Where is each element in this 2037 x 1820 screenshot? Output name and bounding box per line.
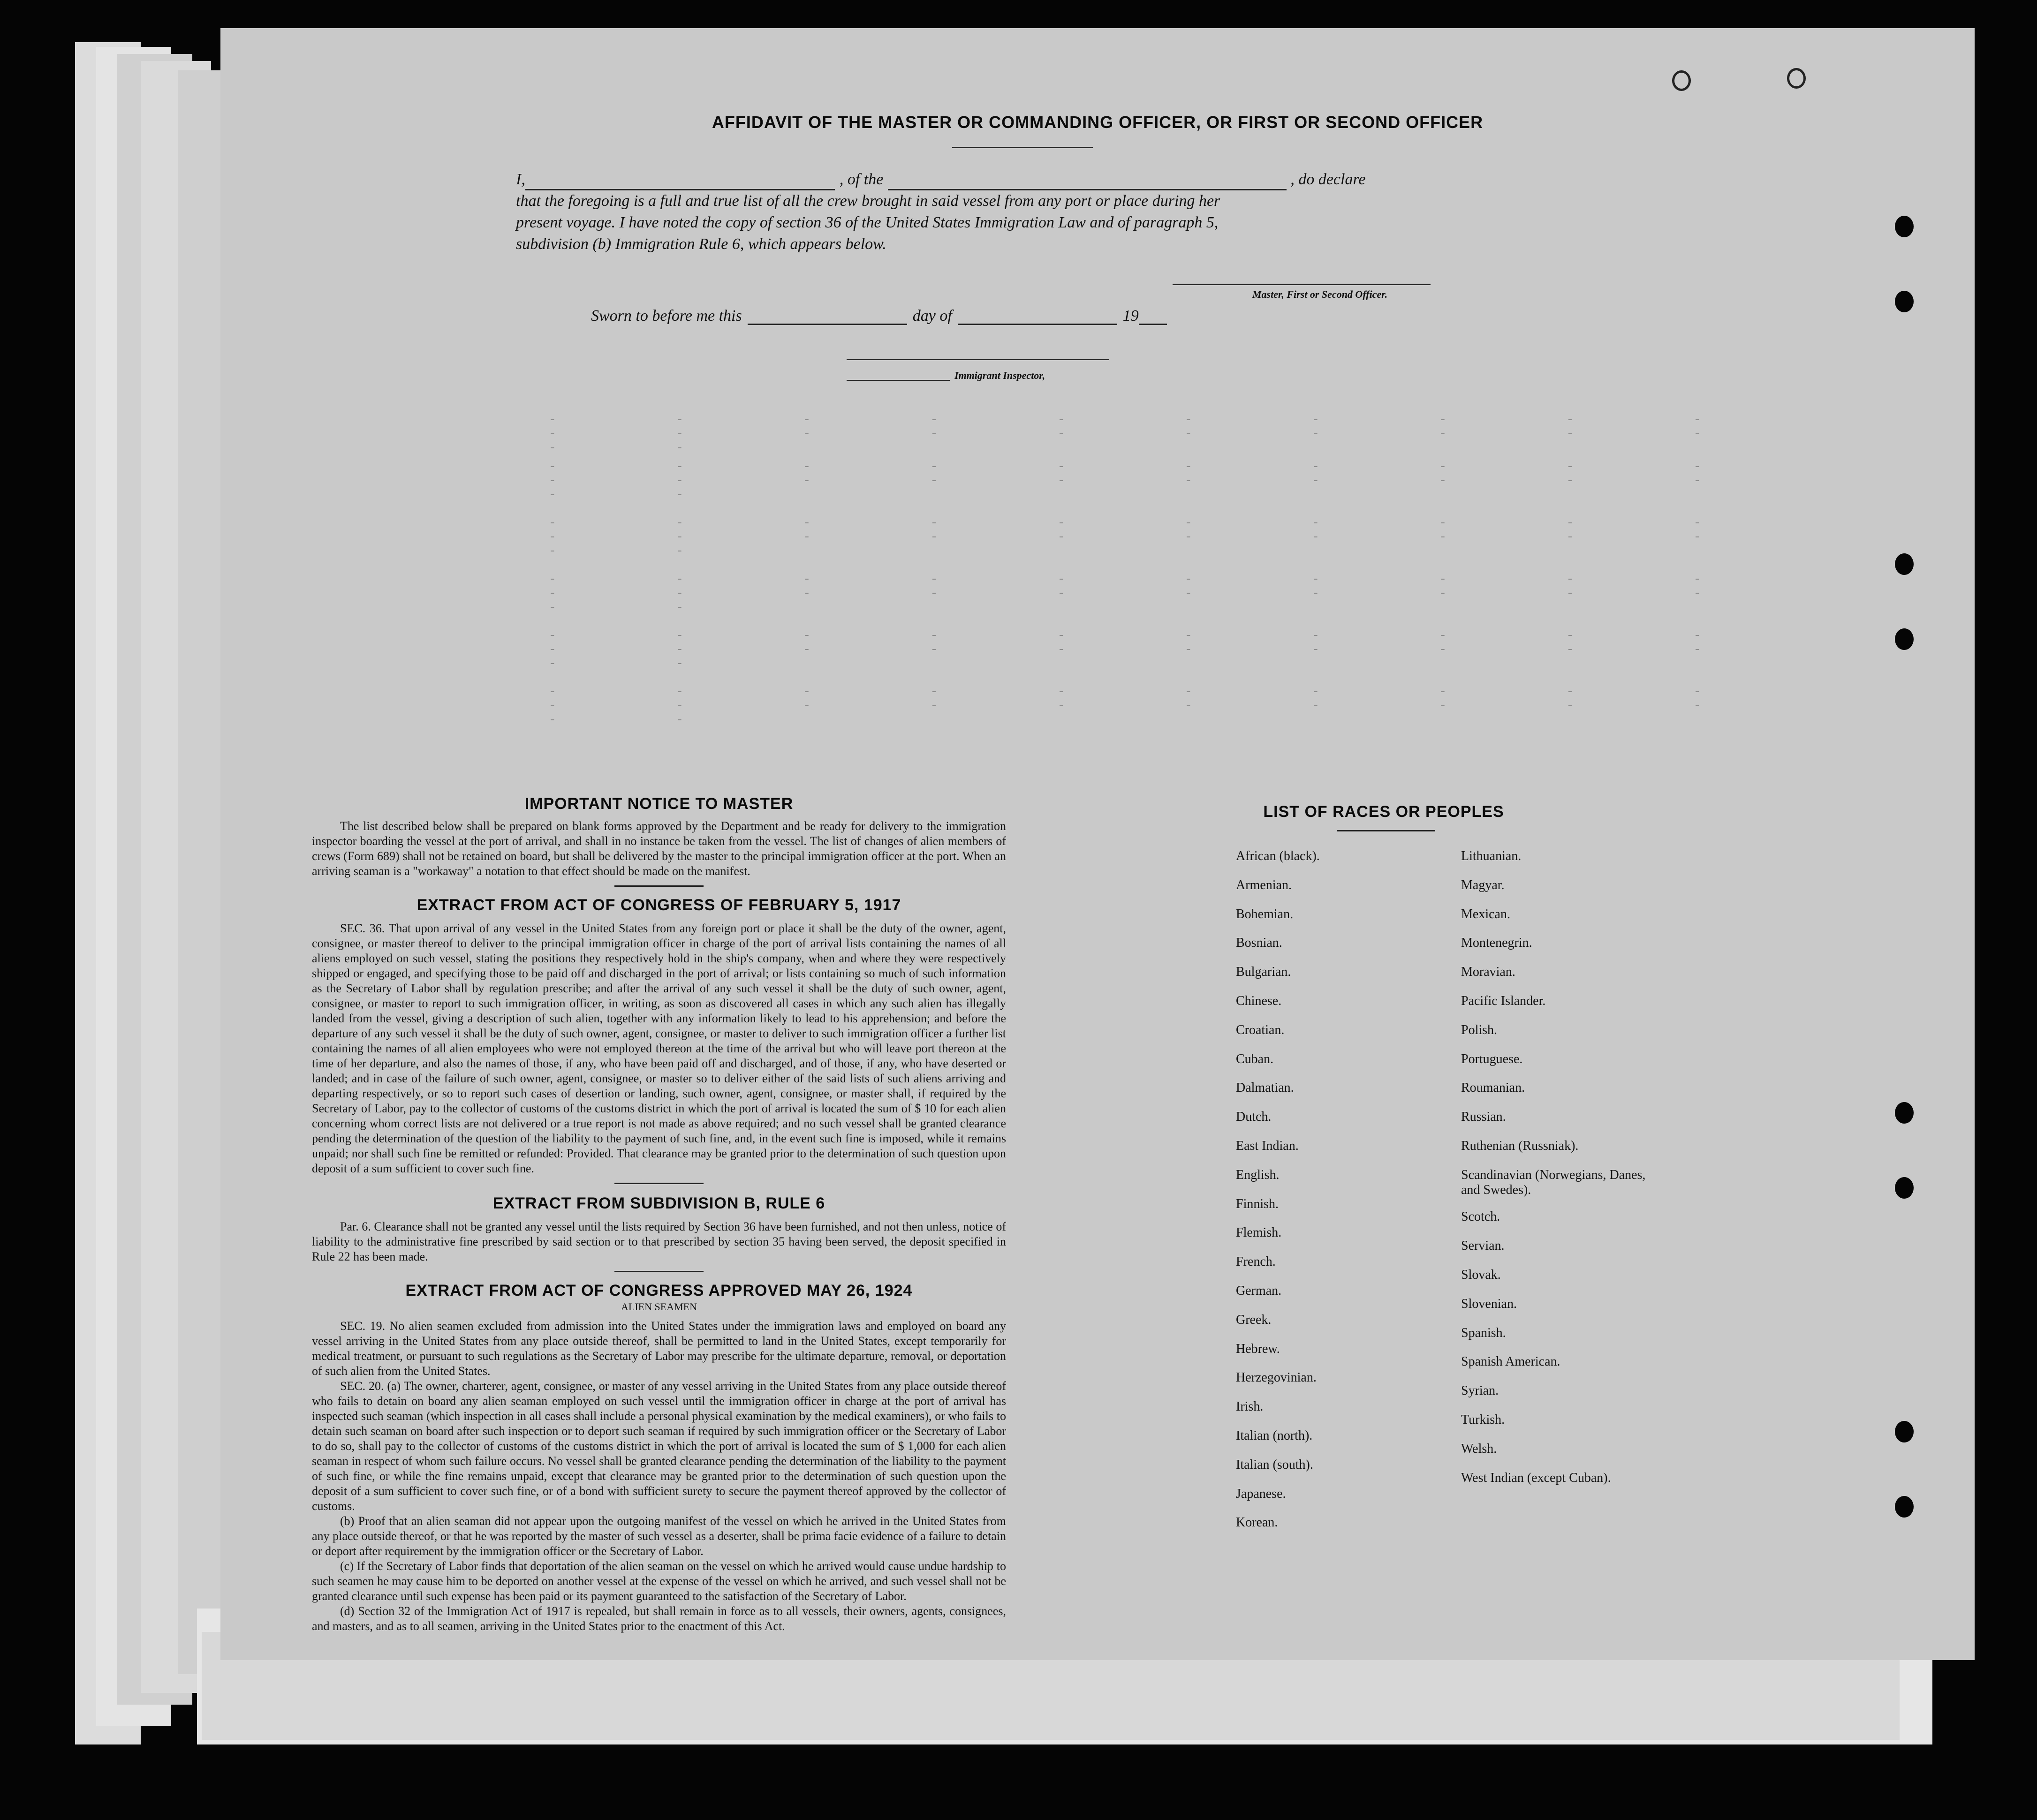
year-label: 19 [1122,307,1139,325]
extract-1924-sec19: SEC. 19. No alien seamen excluded from admission into the United States under the immigration laws and employed on board any vessel arriving in the United States from any place outside thereof, shall be permitted to land in the United States, except temporarily for medical treatment, or pursuant to such regulations as the Secretary of Labor may prescribe for the ultimate departure, removal, or deportation of such alien from the United States. [312,1319,1006,1378]
sworn-day-field[interactable] [748,308,907,325]
race-item: English. [1236,1167,1280,1182]
race-item: Syrian. [1461,1383,1499,1398]
race-item: Armenian. [1236,877,1292,892]
master-name-field[interactable] [525,173,835,190]
race-item: Montenegrin. [1461,936,1532,951]
race-item: Slovak. [1461,1268,1501,1282]
title-underline [952,147,1093,148]
race-item: Dutch. [1236,1110,1272,1125]
race-item: Polish. [1461,1022,1498,1037]
notice-text: The list described below shall be prepared on blank forms approved by the Department and be ready for delivery to the immigration inspector boarding the vessel at the port of arrival, and shall in no instance be taken from the vessel. The list of changes of alien members of crews (Form 689) shall not be retained on board, but shall be delivered by the master to the principal immigration officer at the port. When an arriving seaman is a "workaway" a notation to that effect should be made on the manifest. [312,819,1006,878]
extract-1924-sec20d: (d) Section 32 of the Immigration Act of 1917 is repealed, but shall remain in force as to all vessels, their owners, agents, consignees, and masters, and as to all seamen, arriving in the United States prior to the enactment of this Act. [312,1604,1006,1633]
sworn-line [591,307,1167,325]
extract-1924-sec20c: (c) If the Secretary of Labor finds that deportation of the alien seaman on the vessel on which he arrived would cause undue hardship to such seamen he may cause him to be deported on another vessel at the expense of the vessel on which he arrived, and such vessel shall not be granted clearance until such expense has been paid or its payment guaranteed to the satisfaction of the Secretary of Labor. [312,1559,1006,1603]
race-item: Russian. [1461,1110,1506,1125]
race-item: Herzegovinian. [1236,1370,1317,1385]
race-item: Ruthenian (Russniak). [1461,1139,1579,1153]
extract-1924-subtitle: ALIEN SEAMEN [621,1301,697,1313]
race-item: Slovenian. [1461,1296,1517,1311]
master-signature-line[interactable] [1173,284,1431,285]
punch-hole-icon [1895,291,1914,312]
races-title: LIST OF RACES OR PEOPLES [1263,803,1504,821]
extract-1917-text: SEC. 36. That upon arrival of any vessel in the United States from any foreign port or place it shall be the duty of the owner, agent, consignee, or master thereof to deliver to the principal immigration officer in charge of the port of arrival lists containing the names of all aliens employed on such vessel, stating the positions they respectively hold in the ship's company, when and where they were respectively shipped or engaged, and specifying those to be paid off and discharged in the port of arrival; or lists containing so much of such information as the Secretary of Labor shall by regulation prescribe; and after the arrival of any such vessel it shall be the duty of such owner, agent, consignee, or master to report to such immigration officer, in writing, as soon as discovered all cases in which any such alien has illegally landed from the vessel, giving a description of such alien, together with any information likely to lead to his apprehension; and before the departure of any such vessel it shall be the duty of such owner, agent, consignee, or master to deliver to such immigration officer a further list containing the names of all alien employees who were not employed thereon at the time of the arrival but who will leave port thereon at the time of her departure, and also the names of those, if any, who have been paid off and discharged, and of those, if any, who have deserted or landed; and in case of the failure of such owner, agent, consignee, or master so to deliver either of the said lists of such aliens arriving and departing respectively, or so to report such cases of desertion or landing, such owner, agent, consignee, or master shall, if required by the Secretary of Labor, pay to the collector of customs of the customs district in which the port of arrival is located the sum of $ 10 for each alien concerning whom correct lists are not delivered or a true report is not made as above required; and no such vessel shall be granted clearance pending the determination of the question of the liability to the payment of such fine, and, in the event such fine is imposed, while it remains unpaid; nor shall such fine be remitted or refunded: Provided. That clearance may be granted prior to the determination of such question upon deposit of a sum sufficient to cover such fine. [312,921,1006,1175]
race-item: Greek. [1236,1312,1272,1327]
extract-1924-title: EXTRACT FROM ACT OF CONGRESS APPROVED MAY 26, 1924 [405,1282,913,1299]
declaration-line: that the foregoing is a full and true list of all the crew brought in said vessel from any port or place during her [516,192,1220,210]
race-item: Pacific Islander. [1461,994,1546,1008]
race-item: Roumanian. [1461,1080,1525,1095]
binder-ring-icon [1672,70,1691,91]
race-item: African (black). [1236,849,1320,863]
affidavit-declaration [516,169,1656,255]
race-item: Japanese. [1236,1486,1286,1501]
punch-hole-icon [1895,216,1914,237]
race-item: French. [1236,1254,1276,1269]
bleed-through-marks: - - - - - - - - - - - - - - - - - - - - - - [549,628,1757,671]
vessel-name-field[interactable] [888,173,1287,190]
race-item: Bohemian. [1236,906,1294,921]
race-item: Cuban. [1236,1051,1274,1066]
race-item: Korean. [1236,1515,1278,1530]
extract-rule6-title: EXTRACT FROM SUBDIVISION B, RULE 6 [492,1194,825,1212]
bleed-through-marks: - - - - - - - - - - - - - - - - - - - - - - [549,572,1757,614]
race-item: Servian. [1461,1239,1505,1254]
race-item: Mexican. [1461,906,1510,921]
section-divider [614,1183,704,1184]
race-item: Flemish. [1236,1225,1282,1240]
race-item: Bosnian. [1236,936,1282,951]
race-item: West Indian (except Cuban). [1461,1470,1611,1485]
sworn-label: Sworn to before me this [591,307,742,325]
notices-column [312,795,1006,1634]
affidavit-title: AFFIDAVIT OF THE MASTER OR COMMANDING OFFICER, OR FIRST OR SECOND OFFICER [712,113,1484,132]
extract-1924-sec20a: SEC. 20. (a) The owner, charterer, agent, consignee, or master of any vessel arriving in the United States from any place outside thereof who fails to detain on board any alien seaman employed on such vessel until the immigration officer in charge at the port of arrival has inspected such seaman (which inspection in all cases shall include a personal physical examination by the medical examiners), or who fails to detain such seaman on board after such inspection or to deport such seaman if required by such immigration officer or the Secretary of Labor to do so, shall pay to the collector of customs of the customs district in which the port of arrival is located the sum of $ 1,000 for each alien seaman in respect of whom such failure occurs. No vessel shall be granted clearance pending the determination of the liability to the payment of such fine, or while the fine remains unpaid, except that clearance may be granted prior to the determination of such question upon the deposit of a sum sufficient to cover such fine, or of a bond with sufficient surety to secure the payment thereof approved by the collector of customs. [312,1379,1006,1513]
bleed-through-marks: - - - - - - - - - - - - - - - - - - - - - - [549,460,1757,502]
extract-1917-title: EXTRACT FROM ACT OF CONGRESS OF FEBRUARY 5, 1917 [416,896,901,914]
race-item: Portuguese. [1461,1051,1523,1066]
race-item: Finnish. [1236,1196,1279,1211]
race-item: Dalmatian. [1236,1080,1294,1095]
bleed-through-marks: - - - - - - - - - - - - - - - - - - - - - - [549,516,1757,558]
section-divider [614,1271,704,1272]
race-item: German. [1236,1284,1282,1298]
inspector-signature-line-short[interactable] [847,380,950,381]
punch-hole-icon [1895,553,1914,575]
punch-hole-icon [1895,1421,1914,1442]
race-item: Turkish. [1461,1412,1505,1427]
of-the-label: , of the [839,171,884,188]
race-item: Lithuanian. [1461,849,1522,863]
binder-ring-icon [1787,68,1806,89]
do-declare-label: , do declare [1290,171,1366,188]
race-item: Scandinavian (Norwegians, Danes, and Swedes). [1461,1167,1646,1197]
sworn-month-field[interactable] [958,308,1117,325]
signature-caption: Master, First or Second Officer. [1252,288,1388,300]
race-item: Spanish. [1461,1325,1506,1340]
race-item: Magyar. [1461,877,1505,892]
punch-hole-icon [1895,1496,1914,1518]
extract-rule6-text: Par. 6. Clearance shall not be granted any vessel until the lists required by Section 36 have been furnished, and not then unless, notice of liability to the administrative fine prescribed by said section or to that prescribed by section 35 having been served, the deposit specified in Rule 22 has been made. [312,1220,1006,1263]
race-item: Chinese. [1236,994,1282,1008]
race-item: Italian (north). [1236,1428,1313,1443]
race-item: East Indian. [1236,1139,1299,1153]
race-item: Scotch. [1461,1209,1500,1224]
bleed-through-marks: - - - - - - - - - - - - - - - - - - - - - - [549,413,1757,455]
notice-title: IMPORTANT NOTICE TO MASTER [524,795,794,813]
inspector-caption: Immigrant Inspector, [954,370,1045,381]
race-item: Spanish American. [1461,1354,1560,1369]
race-item: Hebrew. [1236,1341,1280,1356]
bleed-through-marks: - - - - - - - - - - - - - - - - - - - - - - [549,685,1757,727]
race-item: Welsh. [1461,1441,1497,1456]
race-item: Bulgarian. [1236,965,1291,980]
extract-1924-sec20b: (b) Proof that an alien seaman did not appear upon the outgoing manifest of the vessel on which he arrived in the United States from any place outside thereof, or that he was reported by the master of such vessel as a deserter, shall be prima facie evidence of a failure to detain or deport after requirement by the immigration officer or the Secretary of Labor. [312,1514,1006,1558]
race-item: Irish. [1236,1399,1264,1414]
punch-hole-icon [1895,628,1914,650]
race-item: Croatian. [1236,1022,1285,1037]
declaration-line: present voyage. I have noted the copy of section 36 of the United States Immigration Law and of paragraph 5, [516,214,1219,231]
races-title-underline [1337,830,1435,831]
section-divider [614,885,704,887]
i-label: I, [516,171,525,188]
race-item: Italian (south). [1236,1457,1313,1472]
race-item: Moravian. [1461,965,1515,980]
declaration-line: subdivision (b) Immigration Rule 6, which appears below. [516,235,886,253]
inspector-signature-line[interactable] [847,359,1109,360]
punch-hole-icon [1895,1102,1914,1124]
punch-hole-icon [1895,1177,1914,1199]
sworn-year-field[interactable] [1139,308,1167,325]
day-of-label: day of [912,307,952,325]
document-page [220,28,1975,1660]
